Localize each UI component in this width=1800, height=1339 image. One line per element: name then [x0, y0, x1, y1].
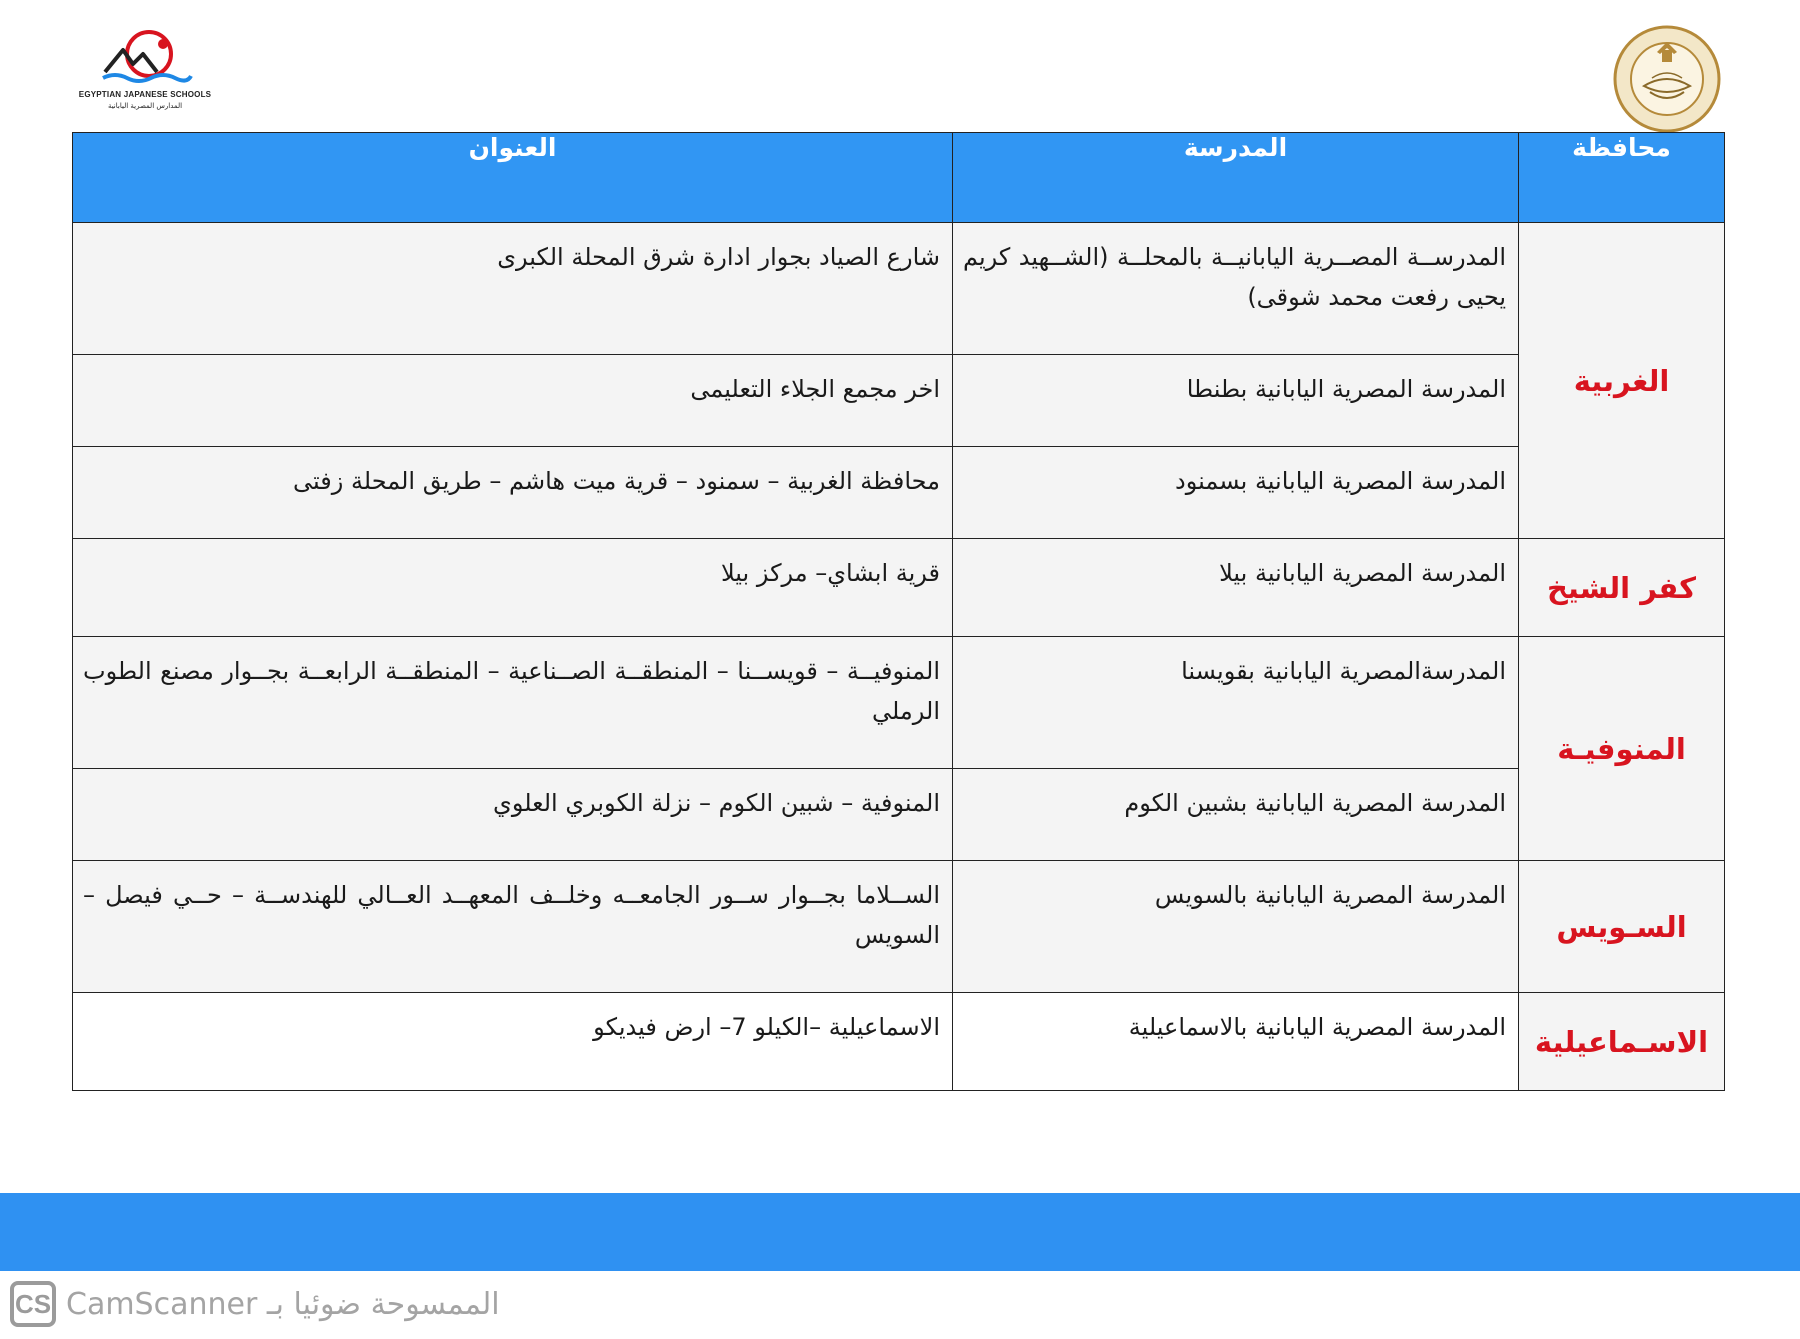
- address-cell: الاسماعيلية –الكيلو 7– ارض فيديكو: [73, 993, 953, 1091]
- ej-logo-english-name: EGYPTIAN JAPANESE SCHOOLS: [78, 90, 212, 99]
- table-row: [73, 769, 1725, 861]
- school-cell: المدرسة المصرية اليابانية بالاسماعيلية: [953, 993, 1519, 1091]
- school-cell: المدرسةالمصرية اليابانية بقويسنا: [953, 637, 1519, 769]
- address-cell: اخر مجمع الجلاء التعليمى: [73, 355, 953, 447]
- ministry-seal-icon: [1612, 24, 1722, 134]
- governorate-cell: كفر الشيخ: [1519, 539, 1725, 637]
- school-cell: المدرسة المصرية اليابانية بالسويس: [953, 861, 1519, 993]
- table-row: [73, 637, 1725, 769]
- school-cell: المدرسة المصرية اليابانية بسمنود: [953, 447, 1519, 539]
- ej-logo-arabic-name: المدارس المصرية اليابانية: [107, 102, 183, 110]
- address-cell: [73, 637, 953, 769]
- address-text: الســلاما بجــوار ســور الجامعــه وخلــف المعهــد العــالي للهندســة – حــي فيصل – السويس: [83, 881, 940, 949]
- camscanner-icon: CS: [10, 1281, 56, 1327]
- address-cell: المنوفية – شبين الكوم – نزلة الكوبري العلوي: [73, 769, 953, 861]
- address-cell: قرية ابشاي– مركز بيلا: [73, 539, 953, 637]
- governorate-cell: الغربية: [1519, 223, 1725, 539]
- table-row: [73, 223, 1725, 355]
- egyptian-japanese-schools-logo: [70, 28, 220, 118]
- table-row: [73, 993, 1725, 1091]
- governorate-cell: السـويس: [1519, 861, 1725, 993]
- camscanner-text: CamScanner الممسوحة ضوئيا بـ: [66, 1286, 500, 1322]
- table-row: [73, 355, 1725, 447]
- table-row: [73, 539, 1725, 637]
- table-row: [73, 861, 1725, 993]
- address-cell: [73, 861, 953, 993]
- address-cell: شارع الصياد بجوار ادارة شرق المحلة الكبرى: [73, 223, 953, 355]
- school-cell: المدرسة المصرية اليابانية بشبين الكوم: [953, 769, 1519, 861]
- camscanner-watermark: [10, 1279, 500, 1329]
- footer-bar: [0, 1193, 1800, 1271]
- address-text: المنوفيــة – قويســنا – المنطقــة الصــناعية – المنطقــة الرابعــة بجــوار مصنع الطوب الرملي: [83, 657, 940, 725]
- school-name: المدرســة المصــرية اليابانيــة بالمحلــة (الشــهيد كريم يحيى رفعت محمد شوقى): [963, 243, 1506, 311]
- schools-table: [72, 132, 1725, 1091]
- header-governorate: محافظة: [1519, 133, 1725, 223]
- school-cell: المدرسة المصرية اليابانية بطنطا: [953, 355, 1519, 447]
- header-school: المدرسة: [953, 133, 1519, 223]
- governorate-cell: المنوفيـة: [1519, 637, 1725, 861]
- ministry-seal-logo: [1612, 24, 1722, 134]
- header-address: العنوان: [73, 133, 953, 223]
- address-cell: محافظة الغربية – سمنود – قرية ميت هاشم – طريق المحلة زفتى: [73, 447, 953, 539]
- governorate-cell: الاسـماعيلية: [1519, 993, 1725, 1091]
- ej-logo-emblem-icon: [95, 28, 195, 88]
- table-header-row: [73, 133, 1725, 223]
- school-cell: [953, 223, 1519, 355]
- school-cell: المدرسة المصرية اليابانية بيلا: [953, 539, 1519, 637]
- table-row: [73, 447, 1725, 539]
